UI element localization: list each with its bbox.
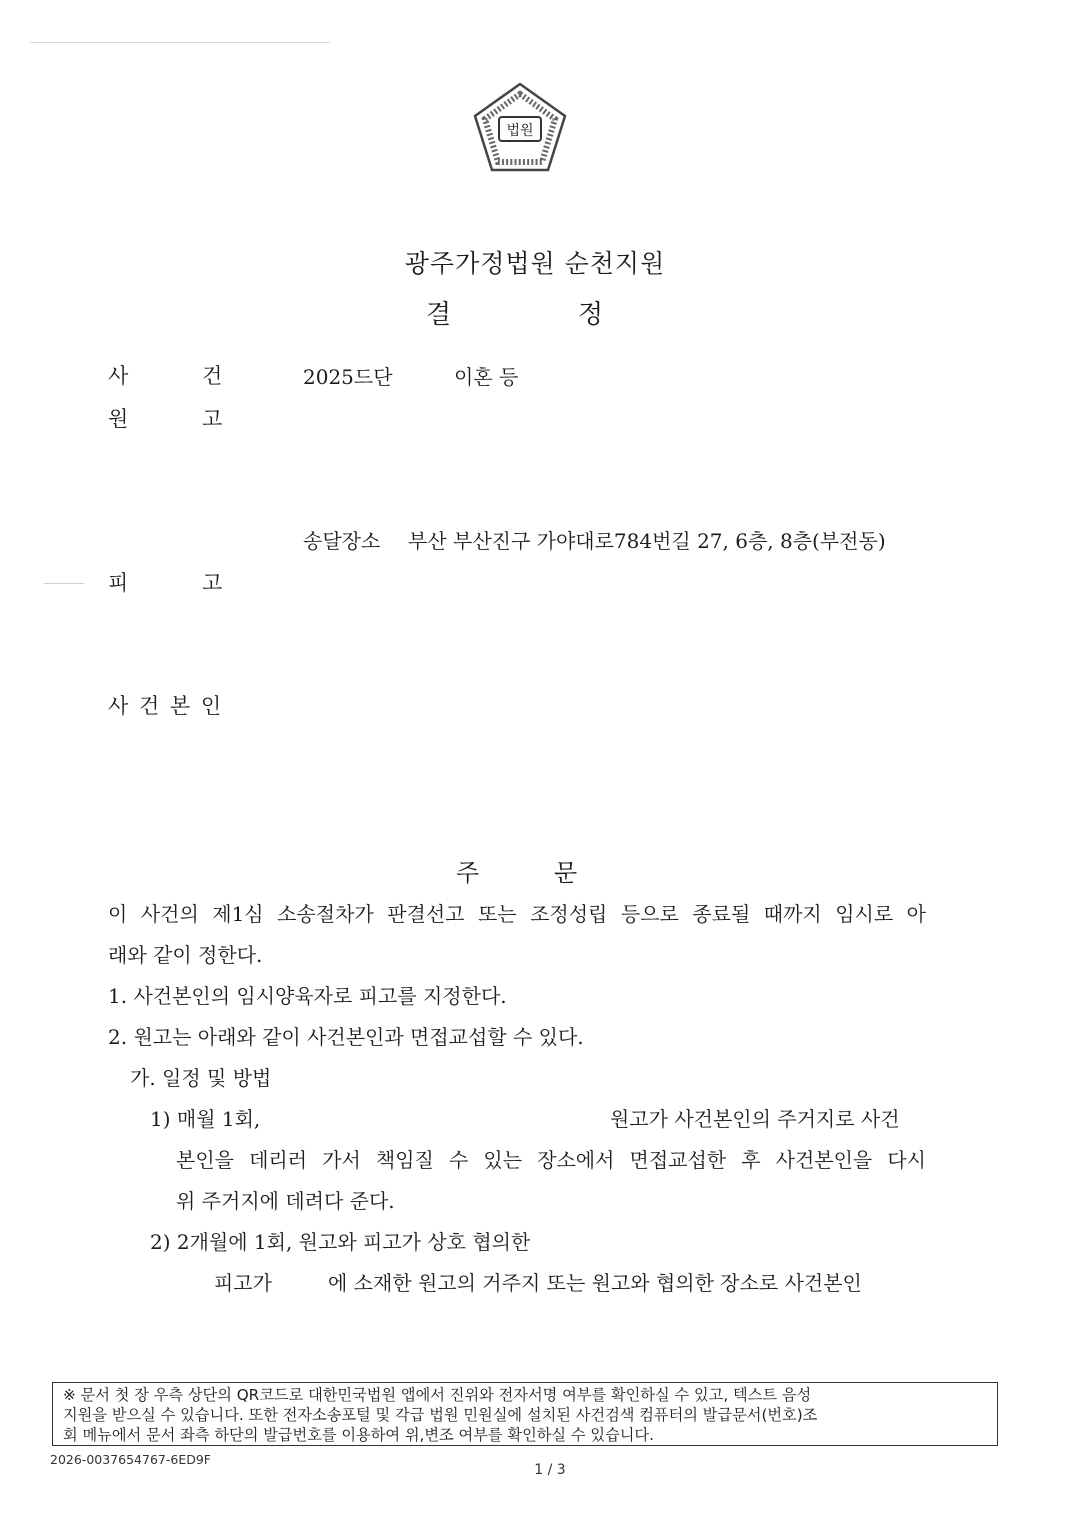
plaintiff-label-2: 고 xyxy=(202,407,223,431)
court-emblem-seal xyxy=(472,82,568,174)
order-item-1: 1. 사건본인의 임시양육자로 피고를 지정한다. xyxy=(108,984,507,1008)
doc-type-char-2: 정 xyxy=(578,300,604,330)
doc-type-char-1: 결 xyxy=(426,300,452,330)
plaintiff-label-1: 원 xyxy=(108,407,129,431)
order-title-char-1: 주 xyxy=(456,859,480,887)
page-number: 1 / 3 xyxy=(534,1462,566,1478)
case-label-2: 건 xyxy=(202,364,223,388)
defendant-label-2: 고 xyxy=(202,571,223,595)
order-intro-line-1: 이 사건의 제1심 소송절차가 판결선고 또는 조정성립 등으로 종료될 때까지 임시로 아 xyxy=(108,902,926,926)
service-label: 송달장소 xyxy=(303,529,381,553)
case-title: 이혼 등 xyxy=(454,365,519,389)
notice-line-1: ※ 문서 첫 장 우측 상단의 QR코드로 대한민국법원 앱에서 진위와 전자서명 여부를 확인하실 수 있고, 텍스트 음성 xyxy=(63,1386,812,1404)
court-name: 광주가정법원 순천지원 xyxy=(404,249,666,278)
service-address: 부산 부산진구 가야대로784번길 27, 6층, 8층(부전동) xyxy=(408,529,886,553)
svg-text:법원: 법원 xyxy=(506,123,534,139)
scan-artifact-top xyxy=(30,42,330,43)
issue-number: 2026-0037654767-6ED9F xyxy=(50,1452,211,1467)
notice-line-3: 회 메뉴에서 문서 좌측 하단의 발급번호를 이용하여 위,변조 여부를 확인하실 수 있습니다. xyxy=(63,1426,654,1444)
notice-line-2: 지원을 받으실 수 있습니다. 또한 전자소송포털 및 각급 법원 민원실에 설치된 사건검색 컴퓨터의 발급문서(번호)조 xyxy=(63,1406,818,1424)
case-number: 2025드단 xyxy=(303,365,393,389)
order-title-char-2: 문 xyxy=(554,859,578,887)
scan-artifact-left xyxy=(44,583,84,584)
defendant-label-1: 피 xyxy=(108,571,129,595)
order-sub-1-line-3: 위 주거지에 데려다 준다. xyxy=(176,1189,395,1213)
order-sub-1-line-2: 본인을 데리러 가서 책임질 수 있는 장소에서 면접교섭한 후 사건본인을 다시 xyxy=(176,1148,926,1172)
case-label-1: 사 xyxy=(108,364,129,388)
order-sub-2-line-2a: 피고가 xyxy=(214,1271,272,1295)
order-intro-line-2: 래와 같이 정한다. xyxy=(108,943,263,967)
order-sub-2-line-1: 2) 2개월에 1회, 원고와 피고가 상호 협의한 xyxy=(150,1230,531,1254)
verification-notice-box xyxy=(52,1382,998,1446)
order-item-2: 2. 원고는 아래와 같이 사건본인과 면접교섭할 수 있다. xyxy=(108,1025,584,1049)
order-sub-2-line-2b: 에 소재한 원고의 거주지 또는 원고와 협의한 장소로 사건본인 xyxy=(328,1271,862,1295)
order-sub-1-start: 1) 매월 1회, xyxy=(150,1107,261,1131)
order-sub-1-end: 원고가 사건본인의 주거지로 사건 xyxy=(610,1107,900,1131)
principal-label: 사 건 본 인 xyxy=(108,694,222,718)
order-sub-a: 가. 일정 및 방법 xyxy=(130,1066,272,1090)
